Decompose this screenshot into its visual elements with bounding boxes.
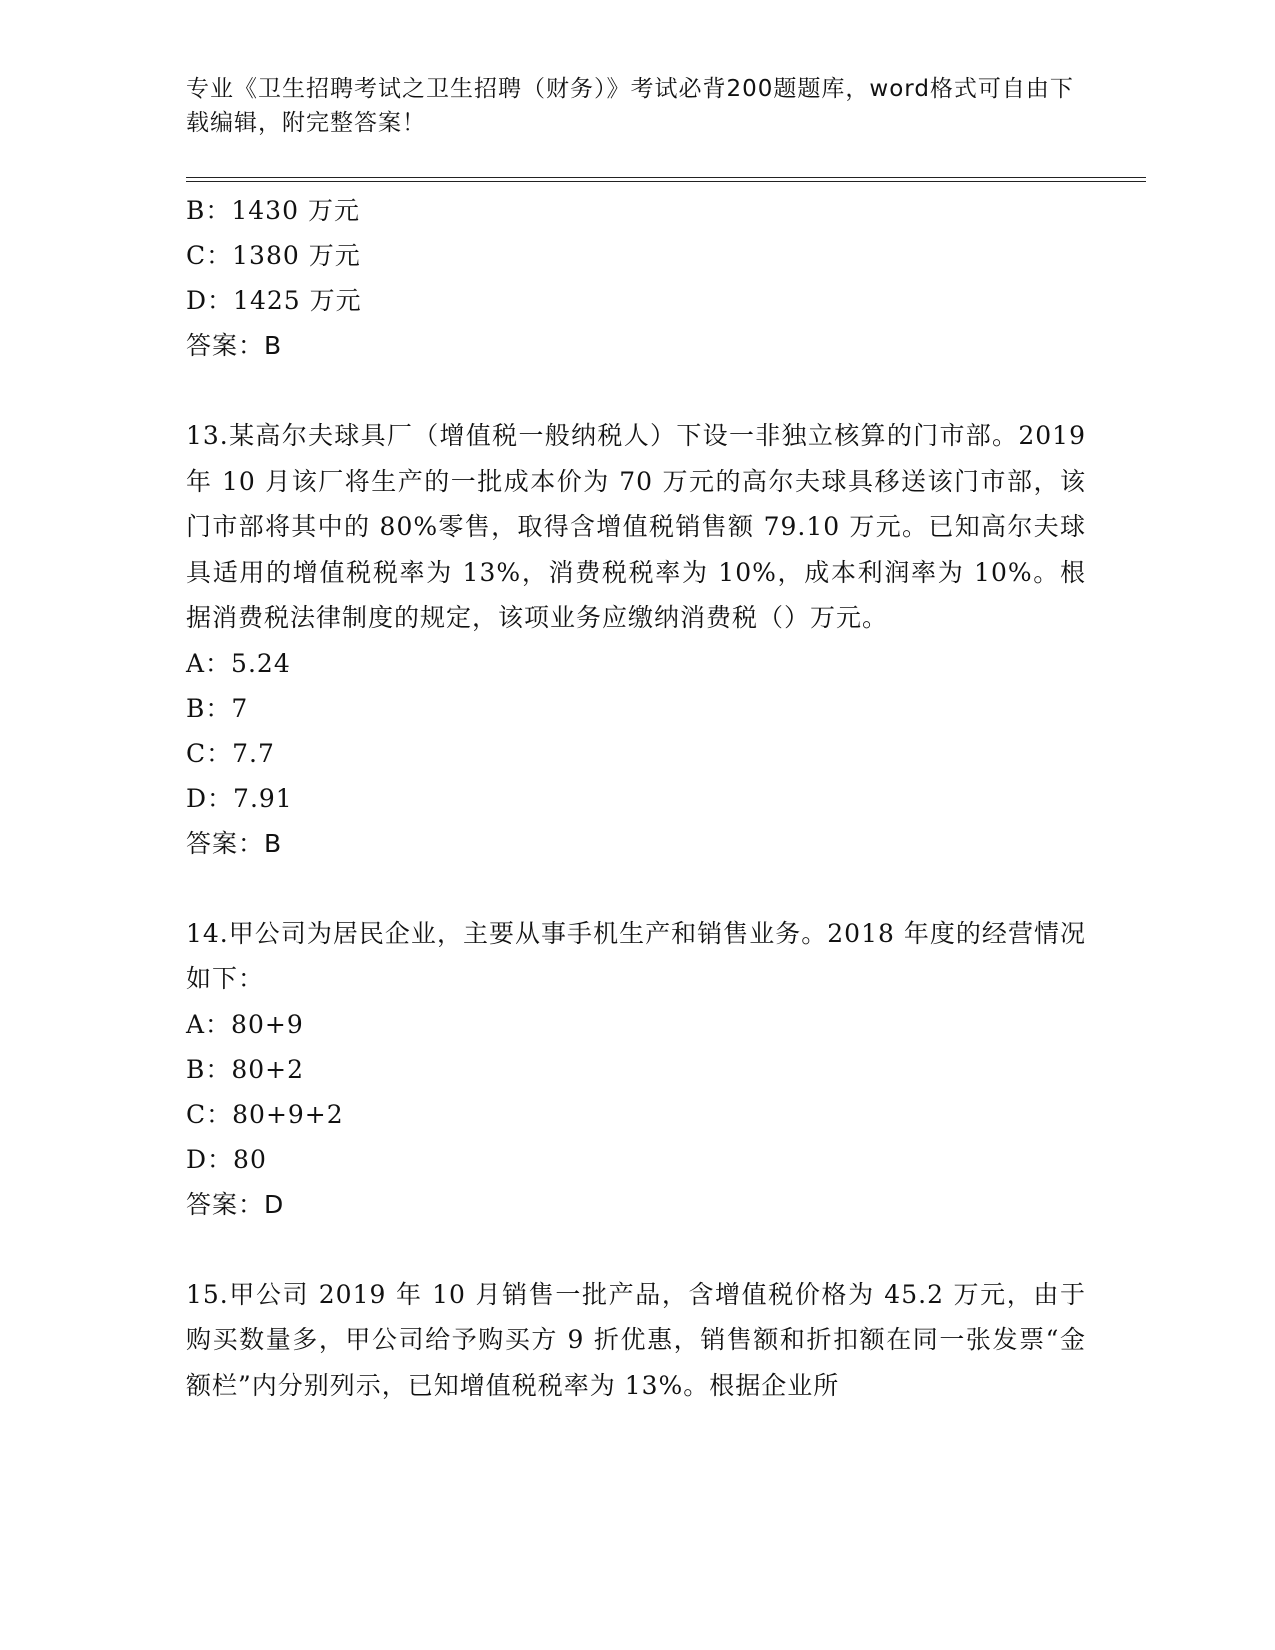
header-divider bbox=[186, 177, 1146, 182]
option-d: D：1425 万元 bbox=[186, 286, 362, 315]
question-block bbox=[186, 1272, 1086, 1409]
question-text: 13.某高尔夫球具厂（增值税一般纳税人）下设一非独立核算的门市部。2019 年 10 月该厂将生产的一批成本价为 70 万元的高尔夫球具移送该门市部，该门市部将其中的 80%零售，取得含增值税销售额 79.10 万元。已知高尔夫球具适用的增值税税率为 13%，消费税税率为 10%，成本利润率为 10%。根据消费税法律制度的规定，该项业务应缴纳消费税（）万元。 bbox=[186, 421, 1086, 632]
question-text: 15.甲公司 2019 年 10 月销售一批产品，含增值税价格为 45.2 万元，由于购买数量多，甲公司给予购买方 9 折优惠，销售额和折扣额在同一张发票“金额栏”内分别列示，已知增值税税率为 13%。根据企业所 bbox=[186, 1279, 1086, 1400]
question-block bbox=[186, 188, 1086, 368]
option-c: C：80+9+2 bbox=[186, 1099, 344, 1129]
answer-line: 答案：B bbox=[186, 331, 283, 360]
option-c: C：1380 万元 bbox=[186, 241, 361, 270]
option-b: B：1430 万元 bbox=[186, 196, 360, 225]
answer-line: 答案：D bbox=[186, 1189, 285, 1219]
question-block bbox=[186, 413, 1086, 866]
option-b: B：80+2 bbox=[186, 1054, 305, 1084]
question-list bbox=[186, 188, 1086, 1408]
spacer bbox=[186, 368, 1086, 413]
option-d: D：7.91 bbox=[186, 783, 293, 813]
option-a: A：5.24 bbox=[186, 648, 291, 678]
page-header: 专业《卫生招聘考试之卫生招聘（财务）》考试必背200题题库，word格式可自由下载编辑，附完整答案！ bbox=[186, 76, 1074, 136]
answer-line: 答案：B bbox=[186, 828, 283, 858]
question-text: 14.甲公司为居民企业，主要从事手机生产和销售业务。2018 年度的经营情况如下： bbox=[186, 918, 1086, 993]
option-a: A：80+9 bbox=[186, 1009, 304, 1039]
spacer bbox=[186, 1227, 1086, 1272]
spacer bbox=[186, 866, 1086, 911]
option-d: D：80 bbox=[186, 1144, 267, 1174]
option-b: B：7 bbox=[186, 693, 249, 723]
option-c: C：7.7 bbox=[186, 738, 275, 768]
question-block bbox=[186, 911, 1086, 1227]
